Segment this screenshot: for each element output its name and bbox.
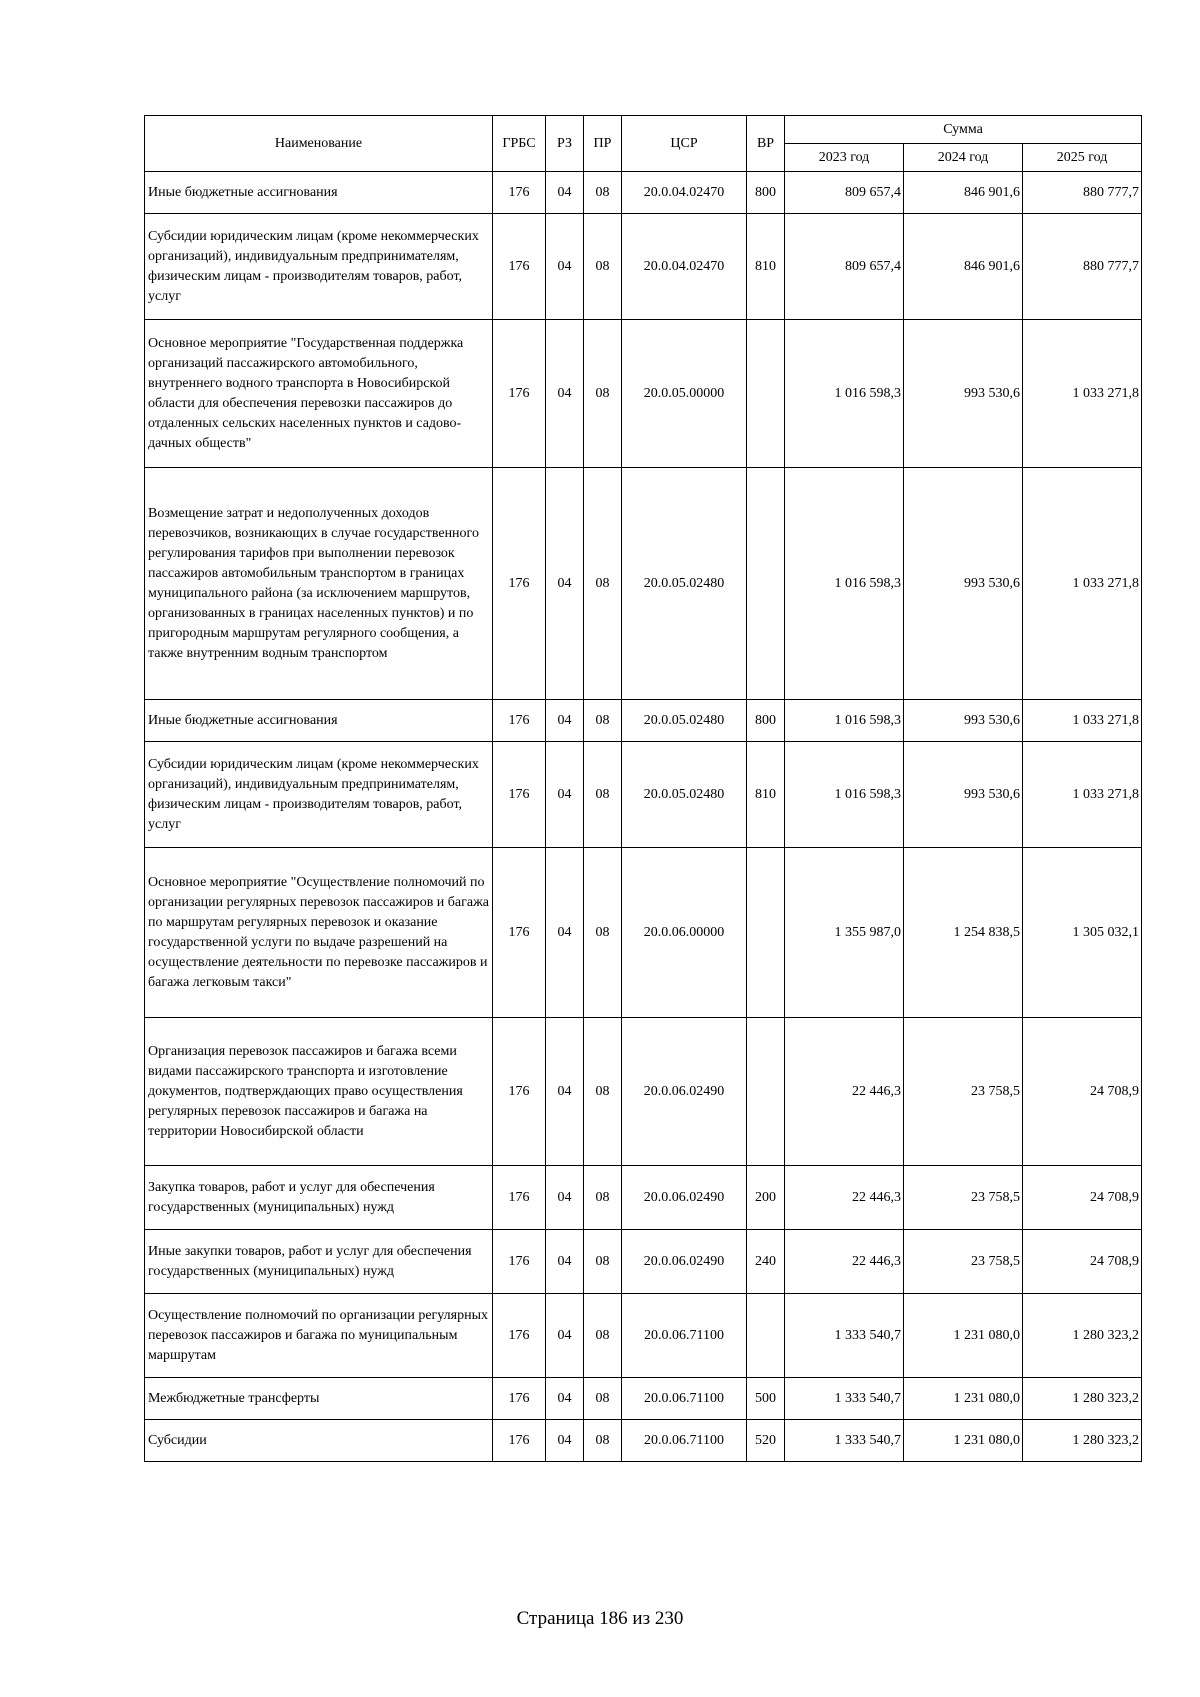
row-sum-2025: 24 708,9 [1023,1230,1142,1294]
row-vr: 200 [747,1166,785,1230]
row-vr [747,320,785,468]
row-rz: 04 [546,848,584,1018]
row-grbs: 176 [493,700,546,742]
header-year-2023: 2023 год [785,144,904,172]
row-csr: 20.0.06.02490 [622,1018,747,1166]
row-grbs: 176 [493,1378,546,1420]
row-grbs: 176 [493,1018,546,1166]
row-pr: 08 [584,1230,622,1294]
row-csr: 20.0.04.02470 [622,172,747,214]
page-number: Страница 186 из 230 [516,1608,684,1629]
row-sum-2025: 1 305 032,1 [1023,848,1142,1018]
row-csr: 20.0.05.02480 [622,742,747,848]
row-grbs: 176 [493,848,546,1018]
row-vr [747,848,785,1018]
table-row [145,1378,1142,1420]
row-pr: 08 [584,1166,622,1230]
row-pr: 08 [584,1018,622,1166]
header-csr: ЦСР [622,116,747,172]
row-rz: 04 [546,320,584,468]
budget-table [144,115,1142,1462]
row-sum-2024: 1 231 080,0 [904,1420,1023,1462]
row-sum-2025: 1 280 323,2 [1023,1420,1142,1462]
row-name: Межбюджетные трансферты [145,1378,493,1420]
row-vr [747,1018,785,1166]
row-name: Субсидии юридическим лицам (кроме некоммерческих организаций), индивидуальным предпринимателям, физическим лицам - производителям товаров, работ, услуг [145,214,493,320]
table-row [145,1230,1142,1294]
row-pr: 08 [584,320,622,468]
row-vr: 810 [747,214,785,320]
row-sum-2024: 993 530,6 [904,468,1023,700]
table-body [145,172,1142,1462]
row-grbs: 176 [493,214,546,320]
row-sum-2023: 22 446,3 [785,1018,904,1166]
row-sum-2023: 22 446,3 [785,1230,904,1294]
row-pr: 08 [584,848,622,1018]
row-pr: 08 [584,468,622,700]
row-csr: 20.0.05.00000 [622,320,747,468]
row-rz: 04 [546,1230,584,1294]
row-rz: 04 [546,1420,584,1462]
row-name: Основное мероприятие "Осуществление полномочий по организации регулярных перевозок пассажиров и багажа по маршрутам регулярных перевозок и оказание государственной услуги по выдаче разрешений на осуществление деятельности по перевозке пассажиров и багажа легковым такси" [145,848,493,1018]
row-csr: 20.0.06.71100 [622,1294,747,1378]
row-sum-2025: 1 280 323,2 [1023,1294,1142,1378]
row-sum-2024: 993 530,6 [904,700,1023,742]
row-sum-2025: 1 280 323,2 [1023,1378,1142,1420]
table-row [145,1420,1142,1462]
table-row [145,700,1142,742]
table-row [145,1294,1142,1378]
row-name: Основное мероприятие "Государственная поддержка организаций пассажирского автомобильного, внутреннего водного транспорта в Новосибирской области для обеспечения перевозки пассажиров до отдаленных сельских населенных пунктов и садово-дачных обществ" [145,320,493,468]
row-grbs: 176 [493,172,546,214]
row-sum-2023: 1 016 598,3 [785,468,904,700]
row-grbs: 176 [493,320,546,468]
row-rz: 04 [546,214,584,320]
table-row [145,172,1142,214]
row-sum-2024: 1 254 838,5 [904,848,1023,1018]
row-grbs: 176 [493,1230,546,1294]
row-sum-2023: 1 016 598,3 [785,742,904,848]
row-sum-2023: 1 333 540,7 [785,1420,904,1462]
row-name: Закупка товаров, работ и услуг для обеспечения государственных (муниципальных) нужд [145,1166,493,1230]
row-csr: 20.0.04.02470 [622,214,747,320]
row-csr: 20.0.06.71100 [622,1378,747,1420]
row-rz: 04 [546,700,584,742]
row-name: Возмещение затрат и недополученных доходов перевозчиков, возникающих в случае государственного регулирования тарифов при выполнении перевозок пассажиров автомобильным транспортом в границах муниципального района (за исключением маршрутов, организованных в границах населенных пунктов) и по пригородным маршрутам регулярного сообщения, а также внутренним водным транспортом [145,468,493,700]
row-sum-2025: 24 708,9 [1023,1018,1142,1166]
row-sum-2023: 1 333 540,7 [785,1378,904,1420]
row-sum-2025: 880 777,7 [1023,214,1142,320]
header-rz: РЗ [546,116,584,172]
row-rz: 04 [546,742,584,848]
row-rz: 04 [546,1018,584,1166]
row-vr: 520 [747,1420,785,1462]
row-vr [747,468,785,700]
row-grbs: 176 [493,1294,546,1378]
row-grbs: 176 [493,742,546,848]
row-name: Субсидии юридическим лицам (кроме некоммерческих организаций), индивидуальным предпринимателям, физическим лицам - производителям товаров, работ, услуг [145,742,493,848]
row-csr: 20.0.06.02490 [622,1230,747,1294]
row-sum-2025: 1 033 271,8 [1023,700,1142,742]
row-sum-2025: 880 777,7 [1023,172,1142,214]
table-row [145,320,1142,468]
header-year-2024: 2024 год [904,144,1023,172]
row-pr: 08 [584,742,622,848]
table-row [145,214,1142,320]
header-pr: ПР [584,116,622,172]
table-row [145,468,1142,700]
header-vr: ВР [747,116,785,172]
row-sum-2023: 809 657,4 [785,214,904,320]
table-row [145,742,1142,848]
row-sum-2023: 1 016 598,3 [785,320,904,468]
row-sum-2025: 1 033 271,8 [1023,468,1142,700]
row-vr: 240 [747,1230,785,1294]
row-sum-2024: 23 758,5 [904,1018,1023,1166]
row-sum-2023: 809 657,4 [785,172,904,214]
header-grbs: ГРБС [493,116,546,172]
row-sum-2023: 1 016 598,3 [785,700,904,742]
row-name: Субсидии [145,1420,493,1462]
row-pr: 08 [584,1294,622,1378]
row-vr: 800 [747,172,785,214]
row-pr: 08 [584,1378,622,1420]
row-pr: 08 [584,214,622,320]
row-rz: 04 [546,468,584,700]
row-sum-2024: 1 231 080,0 [904,1294,1023,1378]
row-name: Осуществление полномочий по организации регулярных перевозок пассажиров и багажа по муниципальным маршрутам [145,1294,493,1378]
row-sum-2024: 846 901,6 [904,172,1023,214]
header-year-2025: 2025 год [1023,144,1142,172]
row-sum-2024: 23 758,5 [904,1230,1023,1294]
header-sum: Сумма [785,116,1142,144]
row-sum-2025: 24 708,9 [1023,1166,1142,1230]
row-vr [747,1294,785,1378]
row-rz: 04 [546,1166,584,1230]
row-rz: 04 [546,172,584,214]
row-grbs: 176 [493,468,546,700]
row-sum-2024: 993 530,6 [904,742,1023,848]
row-sum-2023: 1 355 987,0 [785,848,904,1018]
row-csr: 20.0.06.02490 [622,1166,747,1230]
row-grbs: 176 [493,1420,546,1462]
row-csr: 20.0.06.00000 [622,848,747,1018]
row-sum-2023: 1 333 540,7 [785,1294,904,1378]
row-sum-2025: 1 033 271,8 [1023,742,1142,848]
header-name: Наименование [145,116,493,172]
row-csr: 20.0.05.02480 [622,468,747,700]
row-sum-2025: 1 033 271,8 [1023,320,1142,468]
row-pr: 08 [584,700,622,742]
row-rz: 04 [546,1378,584,1420]
row-vr: 810 [747,742,785,848]
row-grbs: 176 [493,1166,546,1230]
table-row [145,848,1142,1018]
row-csr: 20.0.05.02480 [622,700,747,742]
row-vr: 800 [747,700,785,742]
row-sum-2023: 22 446,3 [785,1166,904,1230]
row-name: Иные бюджетные ассигнования [145,700,493,742]
table-row [145,1018,1142,1166]
row-rz: 04 [546,1294,584,1378]
table-header [145,116,1142,172]
table-row [145,1166,1142,1230]
row-name: Иные закупки товаров, работ и услуг для обеспечения государственных (муниципальных) нужд [145,1230,493,1294]
row-vr: 500 [747,1378,785,1420]
row-sum-2024: 23 758,5 [904,1166,1023,1230]
row-csr: 20.0.06.71100 [622,1420,747,1462]
row-name: Иные бюджетные ассигнования [145,172,493,214]
row-sum-2024: 993 530,6 [904,320,1023,468]
row-sum-2024: 1 231 080,0 [904,1378,1023,1420]
row-name: Организация перевозок пассажиров и багажа всеми видами пассажирского транспорта и изготовление документов, подтверждающих право осуществления регулярных перевозок пассажиров и багажа на территории Новосибирской области [145,1018,493,1166]
row-sum-2024: 846 901,6 [904,214,1023,320]
row-pr: 08 [584,1420,622,1462]
row-pr: 08 [584,172,622,214]
